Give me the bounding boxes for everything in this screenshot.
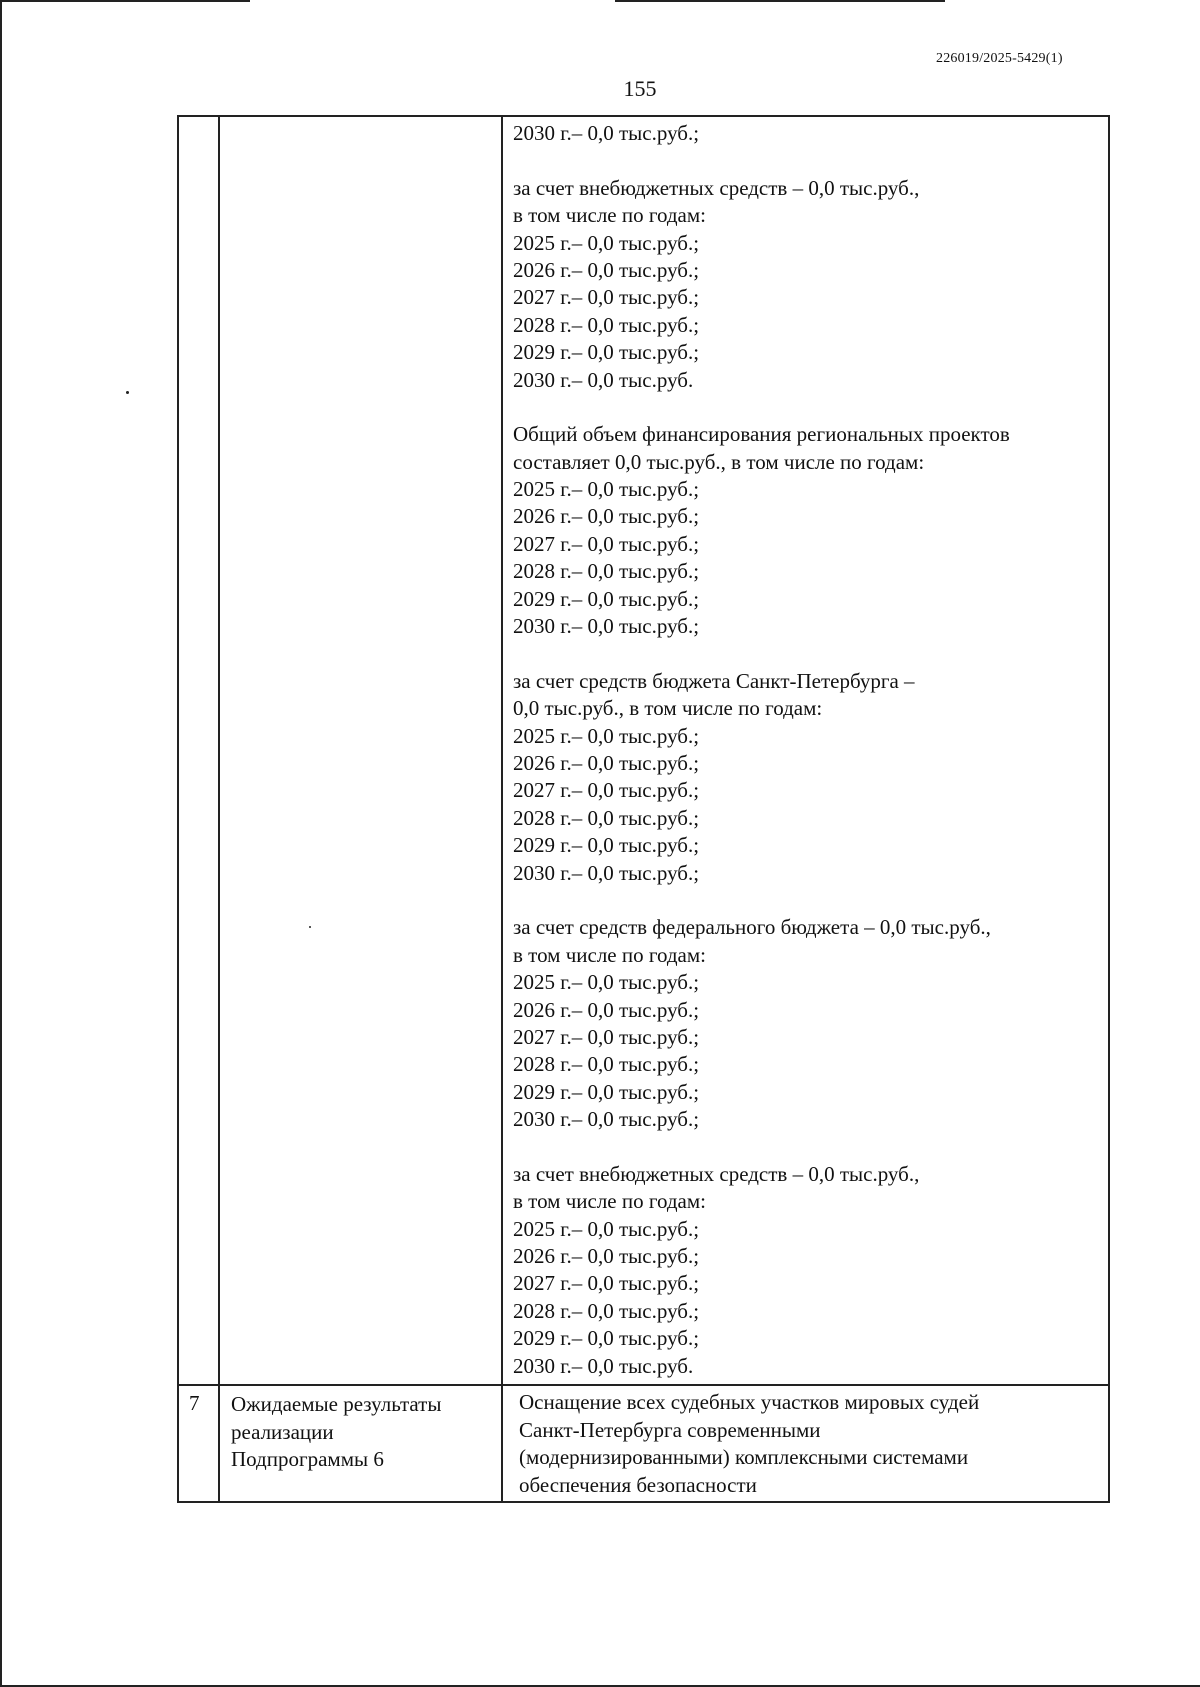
value-line: Оснащение всех судебных участков мировых судей (519, 1390, 980, 1414)
financing-line: 2029 г.– 0,0 тыс.руб.; (513, 833, 700, 858)
blank-line (513, 1133, 1093, 1160)
table-column-divider (501, 115, 503, 1503)
value-line: Санкт-Петербурга современными (519, 1417, 821, 1442)
financing-line: за счет средств федерального бюджета – 0,0 тыс.руб., (513, 915, 991, 940)
financing-line: 2027 г.– 0,0 тыс.руб.; (513, 778, 700, 803)
table-row-divider (177, 1384, 1110, 1386)
financing-line: 2028 г.– 0,0 тыс.руб.; (513, 1298, 700, 1323)
label-line: Подпрограммы 6 (231, 1447, 384, 1471)
scan-speck (126, 391, 129, 394)
financing-line: за счет внебюджетных средств – 0,0 тыс.руб., (513, 1161, 920, 1186)
financing-line: 2026 г.– 0,0 тыс.руб.; (513, 1244, 700, 1269)
value-line: (модернизированными) комплексными системами (519, 1445, 969, 1469)
financing-cell-text (513, 120, 1093, 1380)
financing-line: 2030 г.– 0,0 тыс.руб. (513, 1353, 694, 1378)
blank-line (513, 147, 1093, 174)
financing-line: 2025 г.– 0,0 тыс.руб.; (513, 477, 700, 502)
value-line: обеспечения безопасности (519, 1472, 757, 1497)
financing-line: в том числе по годам: (513, 203, 706, 228)
scan-edge-line (615, 0, 945, 2)
page-number: 155 (623, 76, 657, 101)
blank-line (513, 640, 1093, 667)
financing-line: Общий объем финансирования региональных проектов (513, 422, 1010, 447)
financing-line: 2029 г.– 0,0 тыс.руб.; (513, 586, 700, 611)
scan-edge-line (0, 0, 250, 2)
financing-line: 2026 г.– 0,0 тыс.руб.; (513, 257, 700, 282)
financing-line: 2029 г.– 0,0 тыс.руб.; (513, 1326, 700, 1351)
financing-line: 2025 г.– 0,0 тыс.руб.; (513, 970, 700, 995)
financing-line: 2030 г.– 0,0 тыс.руб. (513, 367, 694, 392)
financing-line: 2026 г.– 0,0 тыс.руб.; (513, 750, 700, 775)
financing-line: 2030 г.– 0,0 тыс.руб.; (513, 121, 700, 145)
financing-line: 2028 г.– 0,0 тыс.руб.; (513, 1052, 700, 1077)
financing-line: 2025 г.– 0,0 тыс.руб.; (513, 230, 700, 255)
financing-line: 2027 г.– 0,0 тыс.руб.; (513, 1271, 700, 1296)
label-line: Ожидаемые результаты (231, 1392, 442, 1416)
financing-line: 2030 г.– 0,0 тыс.руб.; (513, 860, 700, 885)
expected-results-label (231, 1391, 511, 1474)
financing-line: 2028 г.– 0,0 тыс.руб.; (513, 559, 700, 584)
financing-line: 2029 г.– 0,0 тыс.руб.; (513, 340, 700, 365)
financing-line: 2027 г.– 0,0 тыс.руб.; (513, 531, 700, 556)
financing-line: 2030 г.– 0,0 тыс.руб.; (513, 1107, 700, 1132)
blank-line (513, 394, 1093, 421)
expected-results-value (519, 1389, 1109, 1499)
financing-line: 2025 г.– 0,0 тыс.руб.; (513, 723, 700, 748)
financing-line: за счет внебюджетных средств – 0,0 тыс.руб., (513, 175, 920, 200)
financing-line: в том числе по годам: (513, 942, 706, 967)
financing-line: в том числе по годам: (513, 1189, 706, 1214)
financing-line: за счет средств бюджета Санкт-Петербурга – (513, 668, 915, 693)
document-id: 226019/2025-5429(1) (936, 51, 1063, 66)
row-number: 7 (189, 1391, 200, 1415)
financing-line: 0,0 тыс.руб., в том числе по годам: (513, 696, 823, 721)
financing-line: 2028 г.– 0,0 тыс.руб.; (513, 805, 700, 830)
financing-line: 2027 г.– 0,0 тыс.руб.; (513, 285, 700, 310)
financing-line: 2025 г.– 0,0 тыс.руб.; (513, 1216, 700, 1241)
blank-line (513, 887, 1093, 914)
financing-line: 2026 г.– 0,0 тыс.руб.; (513, 504, 700, 529)
financing-line: 2029 г.– 0,0 тыс.руб.; (513, 1079, 700, 1104)
financing-line: составляет 0,0 тыс.руб., в том числе по годам: (513, 449, 925, 474)
financing-line: 2026 г.– 0,0 тыс.руб.; (513, 997, 700, 1022)
financing-line: 2030 г.– 0,0 тыс.руб.; (513, 614, 700, 639)
table-column-divider (218, 115, 220, 1503)
financing-line: 2028 г.– 0,0 тыс.руб.; (513, 312, 700, 337)
label-line: реализации (231, 1419, 334, 1444)
financing-line: 2027 г.– 0,0 тыс.руб.; (513, 1024, 700, 1049)
